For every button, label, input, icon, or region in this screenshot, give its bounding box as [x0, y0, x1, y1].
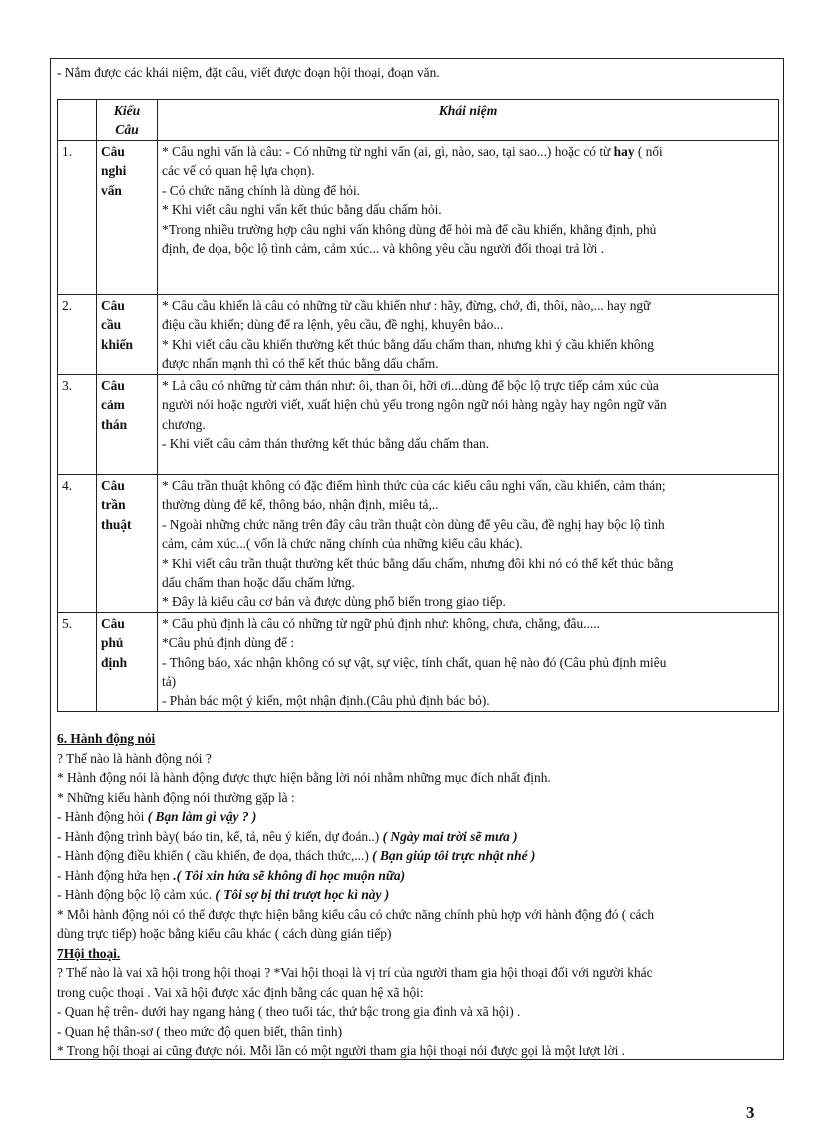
concept-line: định, đe dọa, bộc lộ tình cảm, cảm xúc... và không yêu cầu người đối thoại trả lời . — [162, 241, 605, 257]
row-number: 1. — [58, 141, 97, 295]
intro-line: - Nắm được các khái niệm, đặt câu, viết được đoạn hội thoại, đoạn văn. — [57, 65, 440, 80]
concept-line: tả) — [162, 674, 177, 690]
section6-kinds: * Những kiểu hành động nói thường gặp là : — [57, 789, 295, 805]
table-row — [58, 612, 779, 711]
section7-line-1: ? Thế nào là vai xã hội trong hội thoại ? *Vai hội thoại là vị trí của người tham gia hội thoại đối với người khác — [57, 965, 653, 980]
header-kieu-text: Kiểu Câu — [113, 103, 141, 137]
sentence-type-word: cảm — [101, 397, 125, 413]
table-row — [58, 141, 779, 295]
concept-line: * Là câu có những từ cảm thán như: ôi, than ôi, hỡi ơi...dùng để bộc lộ trực tiếp cảm xúc của — [162, 378, 659, 393]
concept-line: * Câu phủ định là câu có những từ ngữ phủ định như: không, chưa, chẳng, đâu..... — [162, 615, 600, 631]
row-sentence-type — [97, 475, 158, 613]
section7-line-2: trong cuộc thoại . Vai xã hội được xác định bằng các quan hệ xã hội: — [57, 984, 424, 1000]
concept-line: *Câu phủ định dùng để : — [162, 635, 295, 651]
table-row — [58, 475, 779, 613]
row-concept — [158, 612, 779, 711]
speech-act-example: ( Ngày mai trời sẽ mưa ) — [382, 828, 518, 844]
concept-line: * Câu nghi vấn là câu: - Có những từ nghi vấn (ai, gì, nào, sao, tại sao...) hoặc có từ hay ( nối — [162, 144, 663, 159]
row-concept — [158, 475, 779, 613]
concept-line: * Khi viết câu nghi vấn kết thúc bằng dấu chấm hỏi. — [162, 202, 442, 218]
sentence-type-word: thuật — [101, 516, 132, 532]
section6-heading: 6. Hành động nói — [57, 731, 156, 746]
concept-line: - Thông báo, xác nhận không có sự vật, sự việc, tính chất, quan hệ nào đó (Câu phủ định miêu — [162, 654, 667, 670]
sentence-type-word: Câu — [101, 378, 125, 393]
section7-heading: 7Hội thoại. — [57, 945, 121, 961]
row-sentence-type — [97, 295, 158, 375]
concept-line: * Câu trần thuật không có đặc điểm hình thức của các kiểu câu nghi vấn, cầu khiến, cảm thán; — [162, 478, 666, 493]
sentence-type-word: Câu — [101, 298, 125, 313]
speech-act-example: ( Tôi sợ bị thi trượt học kì này ) — [215, 887, 390, 902]
row-concept — [158, 375, 779, 475]
speech-act-example: .( Tôi xin hứa sẽ không đi học muộn nữa) — [173, 867, 406, 883]
row-number: 3. — [58, 375, 97, 475]
section6-note-1: * Mỗi hành động nói có thể được thực hiện bằng kiểu câu có chức năng chính phù hợp với hành động đó ( cách — [57, 906, 655, 922]
concept-line: người nói hoặc người viết, xuất hiện chủ yếu trong ngôn ngữ nói hàng ngày hay ngôn ngữ văn — [162, 397, 667, 413]
concept-line: * Câu cầu khiến là câu có những từ cầu khiến như : hãy, đừng, chớ, đi, thôi, nào,... hay ngữ — [162, 298, 651, 313]
speech-act-list — [57, 807, 779, 905]
concept-line: * Khi viết câu cầu khiến thường kết thúc bằng dấu chấm than, nhưng khi ý cầu khiến không — [162, 336, 655, 352]
row-number: 2. — [58, 295, 97, 375]
speech-act-item — [57, 827, 779, 847]
sentence-type-word: phủ — [101, 635, 124, 651]
sentence-type-word: vấn — [101, 182, 122, 198]
section7-line-5: * Trong hội thoại ai cũng được nói. Mỗi lần có một người tham gia hội thoại nói được gọi là một lượt lời . — [57, 1043, 626, 1058]
concept-line: - Ngoài những chức năng trên đây câu trần thuật còn dùng để yêu cầu, đề nghị hay bộc lộ tình — [162, 516, 665, 532]
sentence-type-word: khiến — [101, 336, 134, 352]
speech-act-text: - Hành động hứa hẹn — [57, 867, 174, 883]
table-row — [58, 295, 779, 375]
row-concept — [158, 295, 779, 375]
sentence-type-word: Câu — [101, 478, 125, 493]
concept-line: *Trong nhiều trường hợp câu nghi vấn không dùng để hỏi mà để cầu khiến, khẳng định, phủ — [162, 221, 657, 237]
concept-line: - Khi viết câu cảm thán thường kết thúc bằng dấu chấm than. — [162, 436, 490, 452]
concept-line: dấu chấm than hoặc dấu chấm lửng. — [162, 575, 355, 591]
row-number: 5. — [58, 612, 97, 711]
page-number: 3 — [746, 1103, 755, 1122]
sentence-type-word: cầu — [101, 317, 122, 333]
sentence-types-table — [57, 99, 779, 712]
speech-act-item — [57, 807, 779, 827]
concept-line: các vế có quan hệ lựa chọn). — [162, 163, 315, 179]
row-number: 4. — [58, 475, 97, 613]
row-sentence-type — [97, 612, 158, 711]
section7-line-4: - Quan hệ thân-sơ ( theo mức độ quen biết, thân tình) — [57, 1023, 343, 1039]
section6-note-2: dùng trực tiếp) hoặc bằng kiểu câu khác ( cách dùng gián tiếp) — [57, 926, 392, 941]
concept-line: - Phản bác một ý kiến, một nhận định.(Câu phủ định bác bỏ). — [162, 693, 490, 709]
page-frame — [50, 58, 784, 1060]
sentence-type-word: nghi — [101, 163, 127, 179]
speech-act-item — [57, 866, 779, 886]
table-row — [58, 375, 779, 475]
concept-line: điệu cầu khiến; dùng để ra lệnh, yêu cầu, đề nghị, khuyên bảo... — [162, 317, 504, 333]
header-kieu — [97, 100, 158, 141]
concept-line: chương. — [162, 416, 206, 432]
concept-line: cảm, cảm xúc...( vốn là chức năng chính của những kiểu câu khác). — [162, 536, 523, 552]
section6-definition: * Hành động nói là hành động được thực hiện bằng lời nói nhằm những mục đích nhất định. — [57, 770, 551, 785]
sentence-type-word: thán — [101, 416, 128, 432]
speech-act-example: ( Bạn giúp tôi trực nhật nhé ) — [372, 848, 536, 863]
concept-line: * Đây là kiểu câu cơ bản và được dùng phổ biến trong giao tiếp. — [162, 594, 506, 610]
header-khainiem: Khái niệm — [158, 100, 779, 141]
speech-act-item — [57, 885, 779, 905]
concept-line: * Khi viết câu trần thuật thường kết thúc bằng dấu chấm, nhưng đôi khi nó có thể kết thúc bằng — [162, 555, 674, 571]
sentence-type-word: trần — [101, 497, 126, 513]
concept-line: - Có chức năng chính là dùng để hỏi. — [162, 182, 361, 198]
table-header — [58, 100, 779, 141]
speech-act-text: - Hành động bộc lộ cảm xúc. — [57, 887, 216, 902]
row-sentence-type — [97, 375, 158, 475]
speech-act-text: - Hành động điều khiển ( cầu khiến, đe dọa, thách thức,...) — [57, 848, 373, 863]
row-sentence-type — [97, 141, 158, 295]
sentence-type-word: Câu — [101, 144, 125, 159]
section6-question: ? Thế nào là hành động nói ? — [57, 750, 212, 766]
sentence-type-word: định — [101, 654, 128, 670]
concept-line: thường dùng để kể, thông báo, nhận định, miêu tả,.. — [162, 497, 439, 513]
row-concept — [158, 141, 779, 295]
section-6-7 — [57, 729, 779, 1061]
speech-act-text: - Hành động hỏi — [57, 809, 148, 824]
section7-line-3: - Quan hệ trên- dưới hay ngang hàng ( theo tuổi tác, thứ bậc trong gia đình và xã hội) . — [57, 1004, 521, 1019]
speech-act-example: ( Bạn làm gì vậy ? ) — [147, 809, 257, 824]
concept-line: được nhấn mạnh thì có thể kết thúc bằng dấu chấm. — [162, 356, 439, 372]
sentence-type-word: Câu — [101, 615, 125, 631]
header-num — [58, 100, 97, 141]
speech-act-item — [57, 846, 779, 866]
speech-act-text: - Hành động trình bày( báo tin, kể, tả, nêu ý kiến, dự đoán..) — [57, 828, 383, 844]
